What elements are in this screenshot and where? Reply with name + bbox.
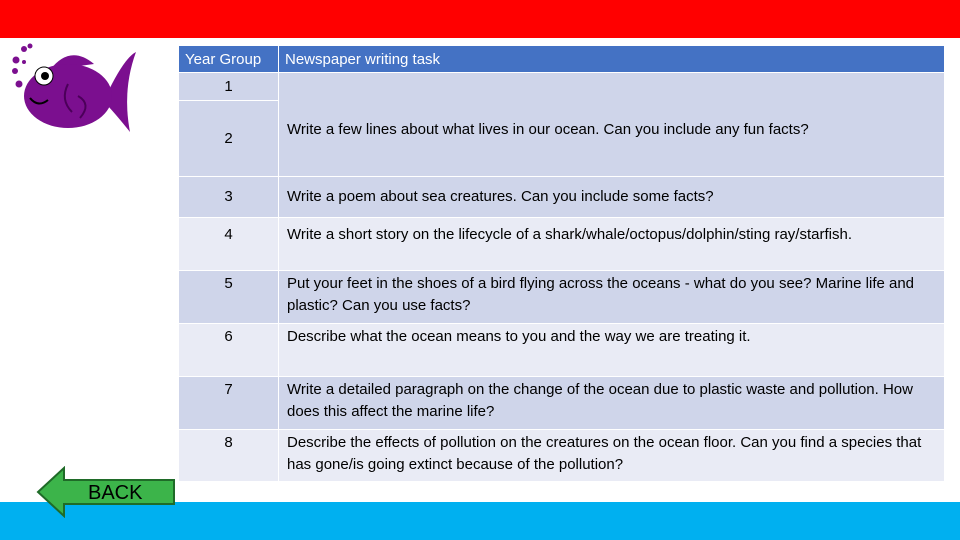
purple-fish-icon (2, 40, 142, 140)
top-banner (0, 0, 960, 38)
year-cell: 1 (179, 73, 279, 101)
table-row (179, 324, 945, 377)
column-header-year-group: Year Group (179, 46, 279, 73)
task-cell: Write a few lines about what lives in our ocean. Can you include any fun facts? (279, 73, 945, 177)
year-cell: 5 (179, 271, 279, 324)
task-cell: Describe the effects of pollution on the creatures on the ocean floor. Can you find a species that has gone/is going extinct because of the pollution? (279, 430, 945, 482)
table-row (179, 377, 945, 430)
year-cell: 2 (179, 101, 279, 177)
task-cell: Describe what the ocean means to you and the way we are treating it. (279, 324, 945, 377)
task-cell: Write a detailed paragraph on the change of the ocean due to plastic waste and pollution. How does this affect the marine life? (279, 377, 945, 430)
table-row (179, 218, 945, 271)
year-cell: 3 (179, 177, 279, 218)
back-button[interactable] (36, 466, 178, 518)
year-cell: 6 (179, 324, 279, 377)
table-row (179, 271, 945, 324)
year-cell: 7 (179, 377, 279, 430)
task-cell: Write a poem about sea creatures. Can you include some facts? (279, 177, 945, 218)
column-header-task: Newspaper writing task (279, 46, 945, 73)
year-cell: 8 (179, 430, 279, 482)
year-cell: 4 (179, 218, 279, 271)
table-header-row (179, 46, 945, 73)
task-cell: Put your feet in the shoes of a bird flying across the oceans - what do you see? Marine life and plastic? Can you use facts? (279, 271, 945, 324)
newspaper-task-table (178, 45, 945, 482)
table-row (179, 430, 945, 482)
table-row (179, 177, 945, 218)
table-row (179, 73, 945, 101)
back-button-label: BACK (88, 482, 143, 504)
task-cell: Write a short story on the lifecycle of a shark/whale/octopus/dolphin/sting ray/starfish. (279, 218, 945, 271)
